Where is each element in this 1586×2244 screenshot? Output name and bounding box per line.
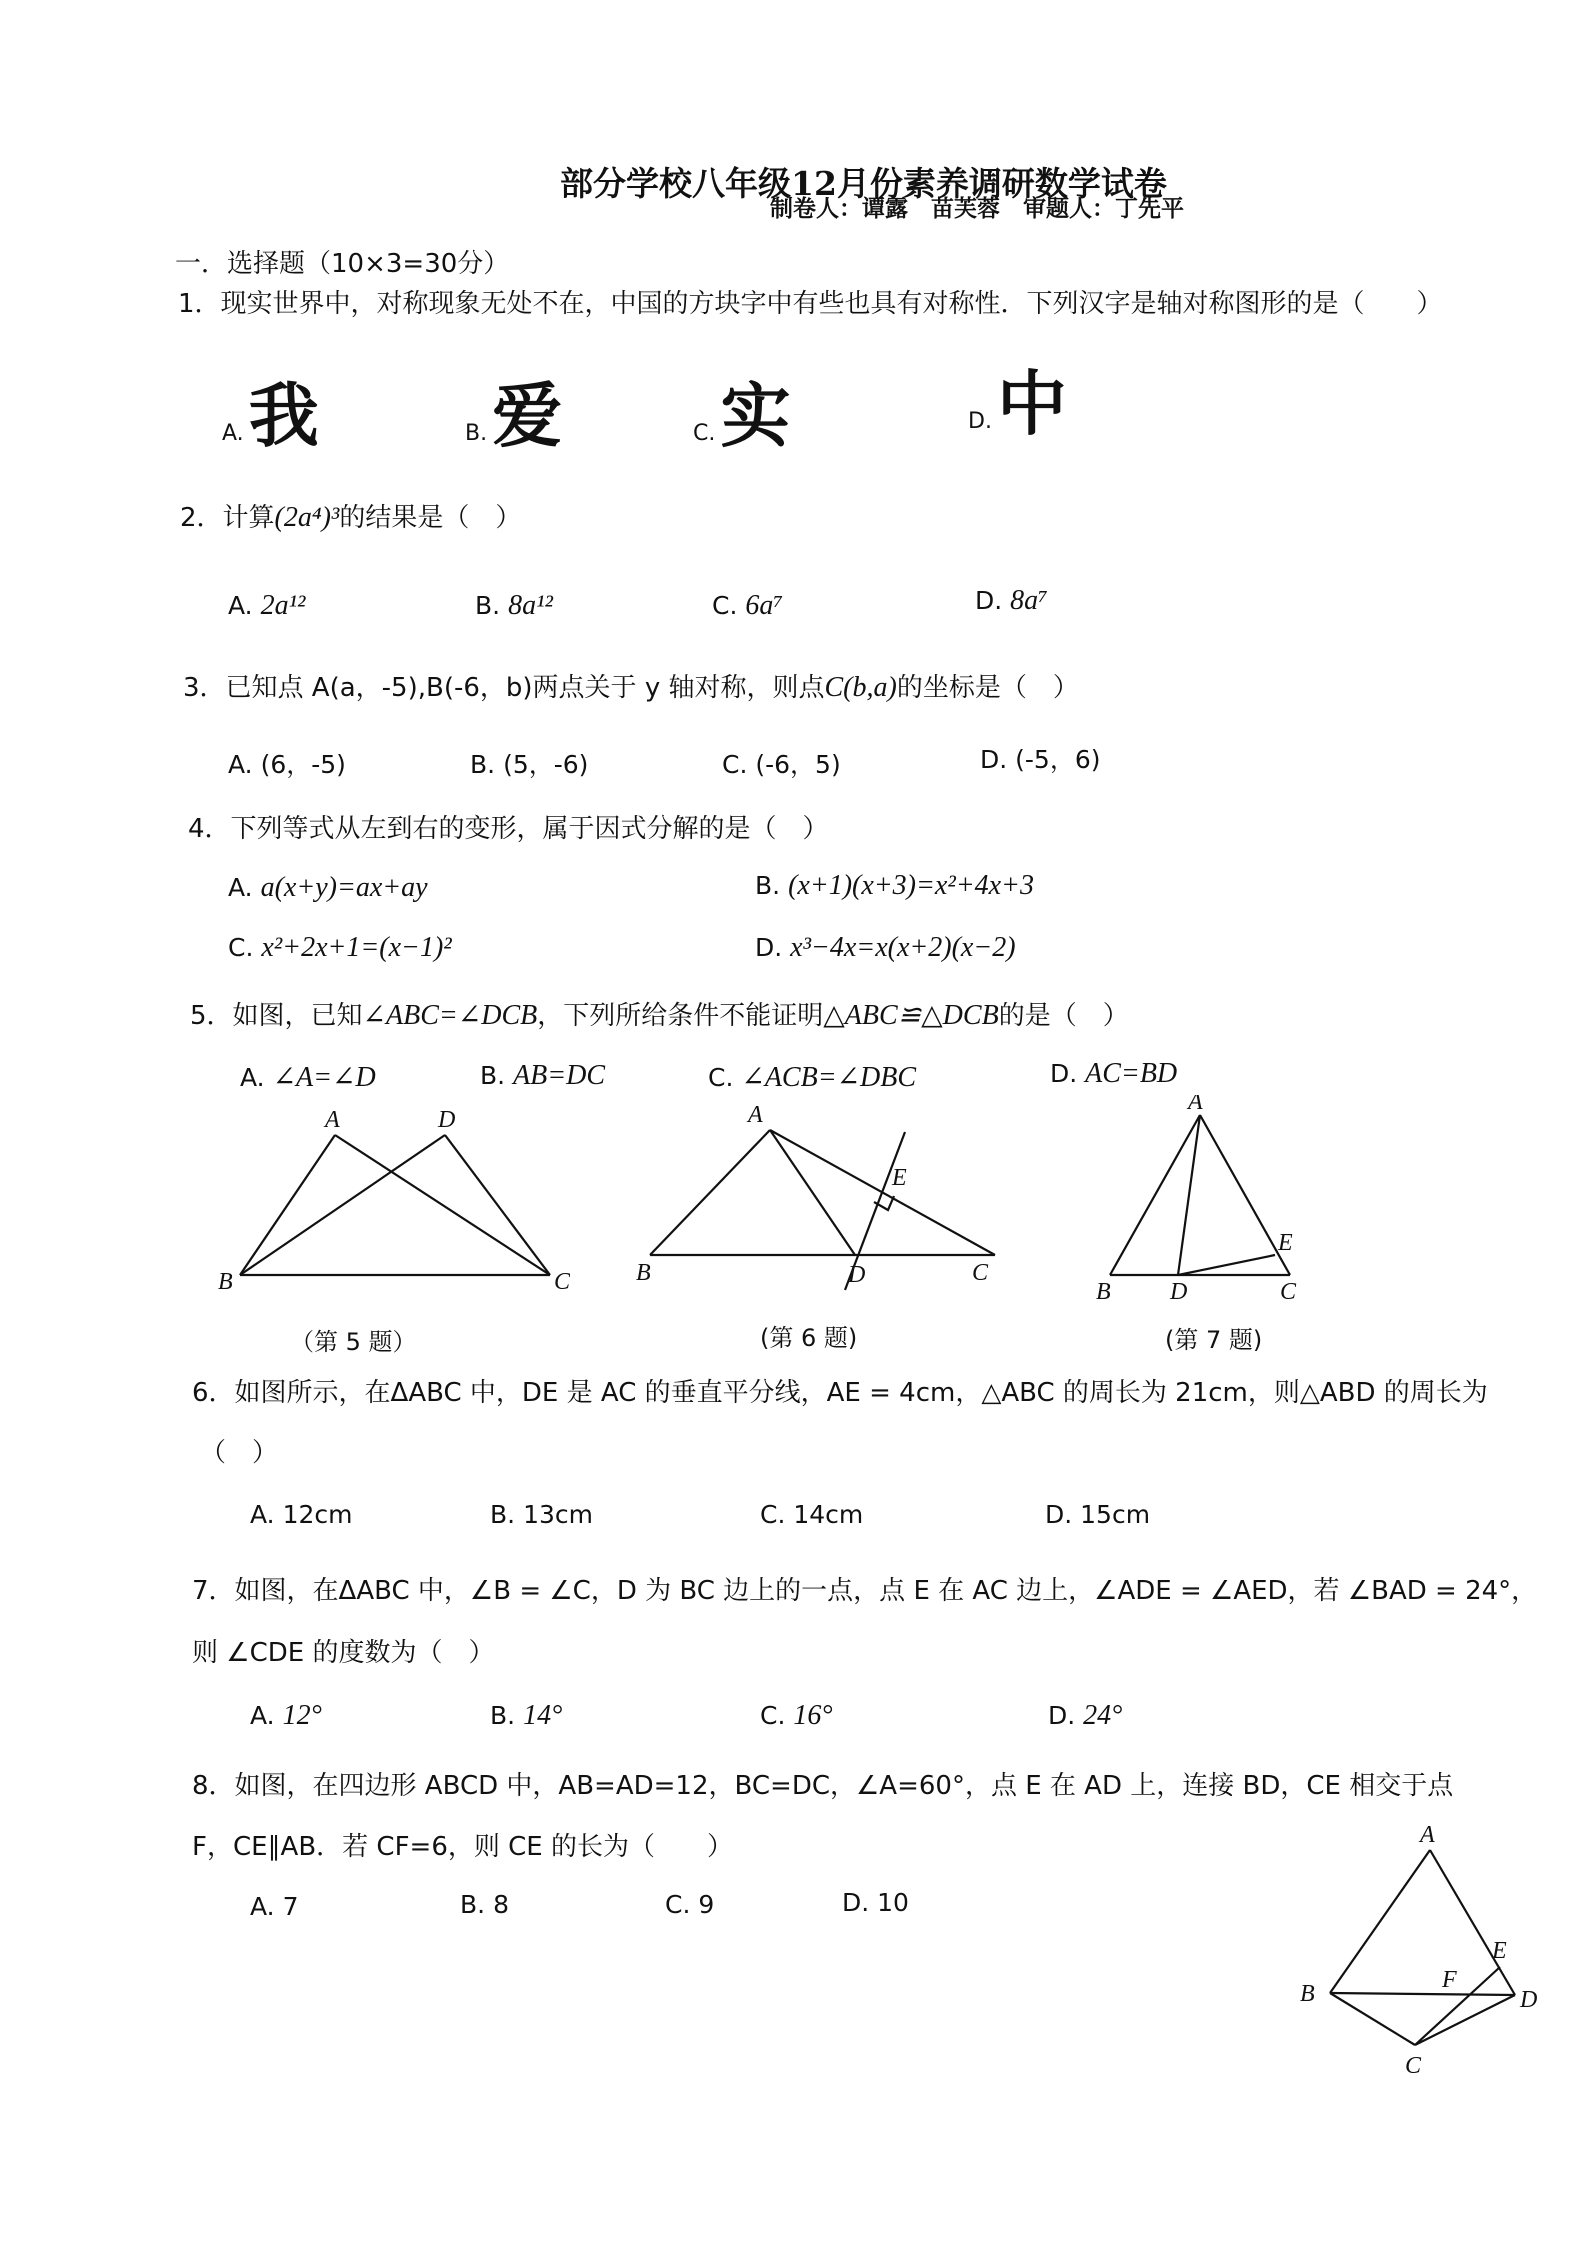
option-text: ∠A=∠D xyxy=(272,1062,376,1093)
q6-option-c xyxy=(760,1500,863,1529)
q7-option-d xyxy=(1048,1700,1122,1732)
point-label-d: D xyxy=(848,1262,866,1288)
page-title: 部分学校八年级12月份素养调研数学试卷 xyxy=(560,164,1167,203)
q4-option-a xyxy=(228,872,428,904)
segment-ad xyxy=(1178,1115,1200,1275)
question-4-stem: 4．下列等式从左到右的变形，属于因式分解的是（ ） xyxy=(188,814,829,844)
segment-bd xyxy=(240,1135,445,1275)
option-label: A. xyxy=(228,873,253,902)
option-label: A. xyxy=(240,1063,265,1092)
point-label-a: A xyxy=(325,1107,340,1133)
option-text: AB=DC xyxy=(513,1060,606,1091)
point-label-e: E xyxy=(1492,1938,1507,1964)
option-text: (6，-5) xyxy=(260,750,346,779)
figure-8 xyxy=(1290,1815,1550,2080)
point-label-d: D xyxy=(1170,1279,1188,1305)
q2-stem-post: 的结果是（ ） xyxy=(339,503,522,533)
option-text: 9 xyxy=(698,1890,715,1919)
option-text: (x+1)(x+3)=x²+4x+3 xyxy=(788,870,1034,901)
option-text: 8 xyxy=(493,1890,509,1919)
q8-option-a xyxy=(250,1892,298,1921)
q1-option-a xyxy=(222,360,319,461)
question-7-stem-line-2: 则 ∠CDE 的度数为（ ） xyxy=(192,1638,495,1668)
point-label-c: C xyxy=(972,1260,989,1286)
option-label: D. xyxy=(1050,1059,1078,1088)
option-char: 实 xyxy=(720,375,791,457)
q7-option-b xyxy=(490,1700,562,1732)
question-6-stem-line-1: 6．如图所示，在ΔABC 中，DE 是 AC 的垂直平分线，AE = 4cm，△ABC 的周长为 21cm，则△ABD 的周长为 xyxy=(192,1378,1488,1408)
point-label-b: B xyxy=(1300,1981,1315,2007)
option-text: 15cm xyxy=(1080,1500,1151,1529)
segment-cd xyxy=(1415,1995,1515,2045)
section-heading: 一．选择题（10×3=30分） xyxy=(175,249,510,279)
option-text: 12cm xyxy=(282,1500,353,1529)
q4-option-b xyxy=(755,870,1034,902)
q3-stem-post: 的坐标是（ ） xyxy=(896,673,1079,703)
q5-stem-expression-2: △ABC≌△DCB xyxy=(823,1000,999,1031)
q5-option-a xyxy=(240,1060,376,1094)
segment-ca xyxy=(335,1135,550,1275)
point-label-f: F xyxy=(1442,1967,1457,1993)
option-text: x²+2x+1=(x−1)² xyxy=(261,932,452,963)
option-label: B. xyxy=(755,871,781,900)
q6-option-a xyxy=(250,1500,352,1529)
point-label-c: C xyxy=(1405,2053,1422,2079)
point-label-c: C xyxy=(1280,1279,1297,1305)
option-text: 8a¹² xyxy=(508,590,553,621)
segment-cd xyxy=(445,1135,550,1275)
q2-option-c xyxy=(712,590,783,622)
point-label-c: C xyxy=(554,1269,570,1295)
question-8-stem-line-1: 8．如图，在四边形 ABCD 中，AB=AD=12，BC=DC，∠A=60°，点 E 在 AD 上，连接 BD，CE 相交于点 xyxy=(192,1771,1454,1801)
option-label: A. xyxy=(222,421,244,446)
q5-option-d xyxy=(1050,1058,1177,1090)
figure-7 xyxy=(1090,1095,1320,1310)
q4-option-c xyxy=(228,932,452,964)
q4-option-d xyxy=(755,932,1016,964)
q7-option-c xyxy=(760,1700,833,1732)
option-text: 13cm xyxy=(523,1500,593,1529)
option-label: C. xyxy=(760,1701,786,1730)
option-text: x³−4x=x(x+2)(x−2) xyxy=(790,932,1016,963)
point-label-a: A xyxy=(748,1102,763,1128)
option-text: 10 xyxy=(877,1888,909,1917)
segment-ac xyxy=(1200,1115,1290,1275)
q5-option-c xyxy=(708,1060,916,1094)
q8-option-c xyxy=(665,1890,714,1919)
option-text: AC=BD xyxy=(1085,1058,1178,1089)
point-label-a: A xyxy=(1420,1822,1435,1848)
option-label: B. xyxy=(490,1701,516,1730)
q5-stem-post: 的是（ ） xyxy=(998,1001,1129,1031)
q3-option-b xyxy=(470,745,588,781)
option-label: A. xyxy=(250,1500,275,1529)
q2-option-b xyxy=(475,590,553,622)
option-label: C. xyxy=(693,421,716,446)
figure-5-caption: （第 5 题） xyxy=(290,1328,417,1356)
q5-stem-pre: 5．如图，已知 xyxy=(190,1001,363,1031)
point-label-d: D xyxy=(1520,1987,1538,2013)
option-text: 2a¹² xyxy=(260,590,306,621)
option-label: B. xyxy=(490,1500,516,1529)
segment-de xyxy=(1178,1255,1275,1275)
question-2-stem xyxy=(180,497,521,534)
question-3-stem xyxy=(183,667,1079,704)
q3-stem-expression: C(b,a) xyxy=(824,672,897,703)
option-label: A. xyxy=(228,750,253,779)
option-text: a(x+y)=ax+ay xyxy=(260,872,428,903)
option-label: B. xyxy=(465,421,488,446)
option-text: 14° xyxy=(523,1700,563,1731)
option-label: D. xyxy=(975,586,1003,615)
segment-bd xyxy=(1330,1993,1515,1995)
option-label: C. xyxy=(722,750,748,779)
q5-stem-expression: ∠ABC=∠DCB xyxy=(362,1000,538,1031)
q3-option-a xyxy=(228,745,346,781)
point-label-b: B xyxy=(636,1260,651,1286)
option-label: B. xyxy=(460,1890,486,1919)
point-label-e: E xyxy=(892,1165,907,1191)
option-text: (-5，6) xyxy=(1015,745,1101,774)
segment-ba xyxy=(240,1135,335,1275)
option-label: D. xyxy=(1045,1500,1073,1529)
option-label: C. xyxy=(708,1063,734,1092)
q2-option-a xyxy=(228,590,305,622)
option-text: (5，-6) xyxy=(503,750,589,779)
question-1-stem: 1．现实世界中，对称现象无处不在，中国的方块字中有些也具有对称性．下列汉字是轴对称图形的是（ ） xyxy=(178,289,1443,319)
option-label: C. xyxy=(228,933,254,962)
option-text: ∠ACB=∠DBC xyxy=(741,1062,917,1093)
segment-ce xyxy=(1415,1967,1500,2045)
q3-option-d xyxy=(980,740,1101,776)
q6-option-d xyxy=(1045,1500,1150,1529)
q7-option-a xyxy=(250,1700,322,1732)
option-text: 7 xyxy=(282,1892,299,1921)
q3-stem-pre: 3．已知点 A(a，-5),B(-6，b)两点关于 y 轴对称，则点 xyxy=(183,673,825,703)
segment-ad xyxy=(770,1130,855,1255)
question-8-stem-line-2: F，CE∥AB．若 CF=6，则 CE 的长为（ ） xyxy=(192,1832,733,1862)
segment-ba xyxy=(1110,1115,1200,1275)
q1-option-d xyxy=(968,348,1067,449)
option-label: B. xyxy=(480,1061,506,1090)
q8-option-d xyxy=(842,1888,909,1917)
figure-5 xyxy=(210,1105,570,1305)
q3-option-c xyxy=(722,745,841,781)
option-label: D. xyxy=(1048,1701,1076,1730)
option-label: C. xyxy=(712,591,738,620)
q5-stem-mid: ，下列所给条件不能证明 xyxy=(537,1001,824,1031)
question-5-stem xyxy=(190,995,1129,1032)
option-label: A. xyxy=(250,1892,275,1921)
option-text: 6a⁷ xyxy=(745,590,784,621)
option-label: D. xyxy=(980,745,1008,774)
option-char: 中 xyxy=(997,363,1068,445)
option-label: C. xyxy=(665,1890,691,1919)
segment-bc xyxy=(1330,1993,1415,2045)
q2-stem-expression: (2a⁴)³ xyxy=(274,502,340,533)
question-7-stem-line-1: 7．如图，在ΔABC 中，∠B = ∠C，D 为 BC 边上的一点，点 E 在 AC 边上，∠ADE = ∠AED，若 ∠BAD = 24°， xyxy=(192,1576,1538,1606)
option-label: D. xyxy=(842,1888,870,1917)
q6-option-b xyxy=(490,1500,593,1529)
figure-7-caption: (第 7 题) xyxy=(1165,1326,1263,1354)
option-text: 14cm xyxy=(793,1500,864,1529)
point-label-a: A xyxy=(1188,1095,1203,1115)
q1-option-c xyxy=(693,360,790,461)
q5-option-b xyxy=(480,1060,605,1092)
option-label: A. xyxy=(250,1701,275,1730)
option-text: 16° xyxy=(793,1700,833,1731)
point-label-d: D xyxy=(438,1107,456,1133)
q8-option-b xyxy=(460,1890,509,1919)
option-char: 爱 xyxy=(492,375,563,457)
option-text: 8a⁷ xyxy=(1010,585,1048,616)
option-label: A. xyxy=(228,591,253,620)
option-label: D. xyxy=(968,409,992,434)
figure-6 xyxy=(630,1100,1020,1300)
point-label-b: B xyxy=(1096,1279,1111,1305)
segment-ab xyxy=(1330,1850,1430,1993)
point-label-b: B xyxy=(218,1269,233,1295)
option-text: 12° xyxy=(282,1700,322,1731)
authors-line: 制卷人：谭露 苗芙蓉 审题人：丁先平 xyxy=(770,196,1184,222)
option-char: 我 xyxy=(248,375,319,457)
segment-ba xyxy=(650,1130,770,1255)
option-label: B. xyxy=(470,750,496,779)
q1-option-b xyxy=(465,360,562,461)
option-label: D. xyxy=(755,933,783,962)
point-label-e: E xyxy=(1278,1230,1293,1256)
question-6-stem-line-2: （ ） xyxy=(200,1438,279,1468)
q2-stem-pre: 2．计算 xyxy=(180,503,275,533)
option-text: 24° xyxy=(1083,1700,1123,1731)
option-label: C. xyxy=(760,1500,786,1529)
q2-option-d xyxy=(975,585,1048,617)
option-text: (-6，5) xyxy=(755,750,841,779)
option-label: B. xyxy=(475,591,501,620)
figure-6-caption: (第 6 题) xyxy=(760,1324,858,1352)
